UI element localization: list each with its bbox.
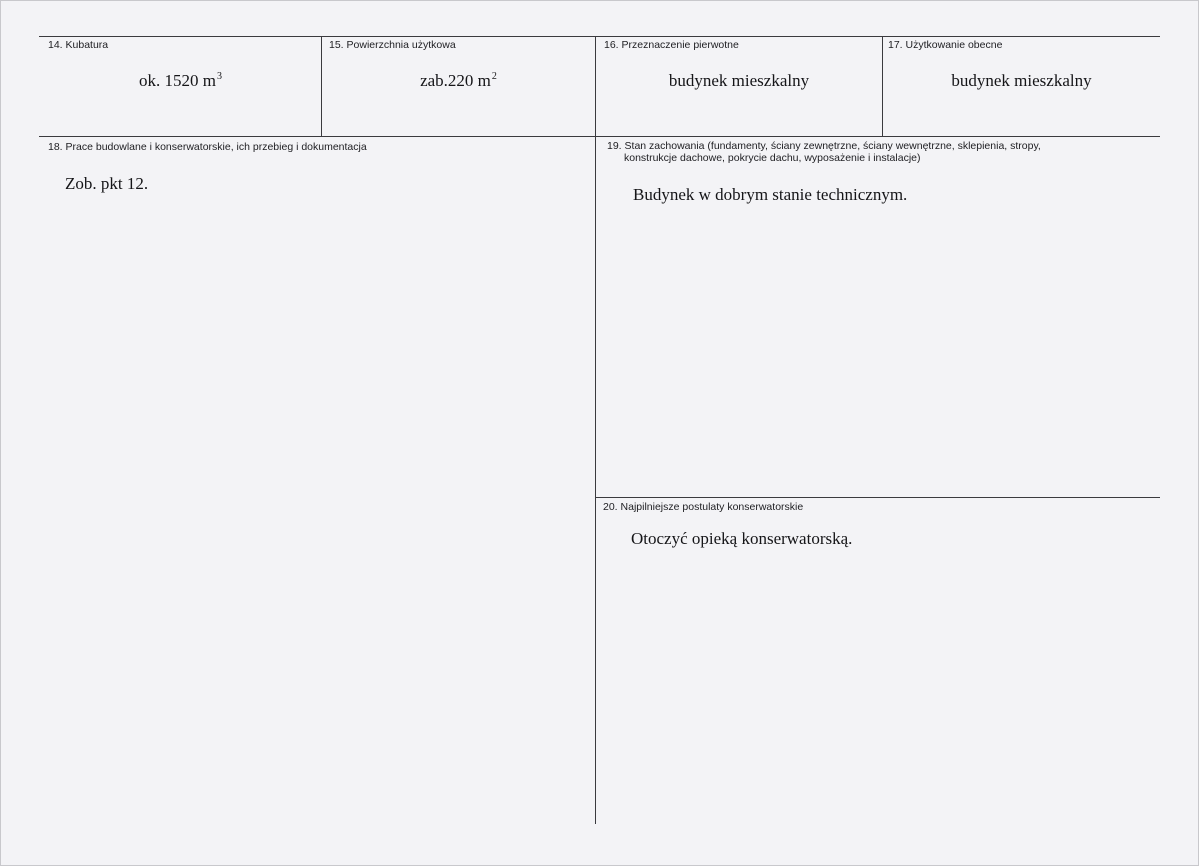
cell-16-value	[596, 71, 882, 91]
cell-14-value-text: ok. 1520 m	[139, 71, 216, 90]
cell-15-label	[329, 39, 456, 51]
section18-label	[48, 141, 367, 153]
cell-14-label-text: Kubatura	[65, 39, 109, 51]
cell-15-value-text: zab.220 m	[420, 71, 491, 90]
row1-bottom-rule	[39, 136, 1160, 137]
cell-16-number: 16.	[604, 39, 619, 51]
section19-value: Budynek w dobrym stanie technicznym.	[633, 185, 908, 204]
section20-label-text: Najpilniejsze postulaty konserwatorskie	[620, 501, 804, 513]
cell-17-value	[883, 71, 1160, 91]
cell-15-label-text: Powierzchnia użytkowa	[346, 39, 456, 51]
section18-number: 18.	[48, 141, 63, 153]
cell-16-label	[604, 39, 739, 51]
cell-17-value-text: budynek mieszkalny	[951, 71, 1092, 90]
top-rule	[39, 36, 1160, 37]
cell-16-label-text: Przeznaczenie pierwotne	[621, 39, 739, 51]
cell-15-value	[322, 71, 595, 91]
cell-17-label	[888, 39, 1002, 51]
cell-14-number: 14.	[48, 39, 63, 51]
cell-14-label	[48, 39, 108, 51]
section20-number: 20.	[603, 501, 618, 513]
section19-label-line1: Stan zachowania (fundamenty, ściany zewnętrzne, ściany wewnętrzne, sklepienia, stropy,	[624, 140, 1041, 152]
cell-15-number: 15.	[329, 39, 344, 51]
cell-14-value-sup: 3	[216, 71, 222, 82]
section19-label-line2: konstrukcje dachowe, pokrycie dachu, wyposażenie i instalacje)	[624, 152, 921, 164]
section18-value: Zob. pkt 12.	[65, 174, 149, 193]
section20-label	[603, 501, 803, 513]
section18-label-text: Prace budowlane i konserwatorskie, ich przebieg i dokumentacja	[65, 141, 367, 153]
cell-16-value-text: budynek mieszkalny	[668, 71, 810, 90]
section20-value: Otoczyć opieką konserwatorską.	[631, 529, 853, 548]
main-column-divider	[595, 36, 596, 824]
section20-top-rule	[596, 497, 1160, 498]
cell-17-number: 17.	[888, 39, 903, 51]
cell-15-value-sup: 2	[491, 71, 497, 82]
section19-label	[607, 140, 1147, 164]
section19-number: 19.	[607, 140, 622, 152]
cell-17-label-text: Użytkowanie obecne	[905, 39, 1003, 51]
cell-14-value	[40, 71, 321, 91]
